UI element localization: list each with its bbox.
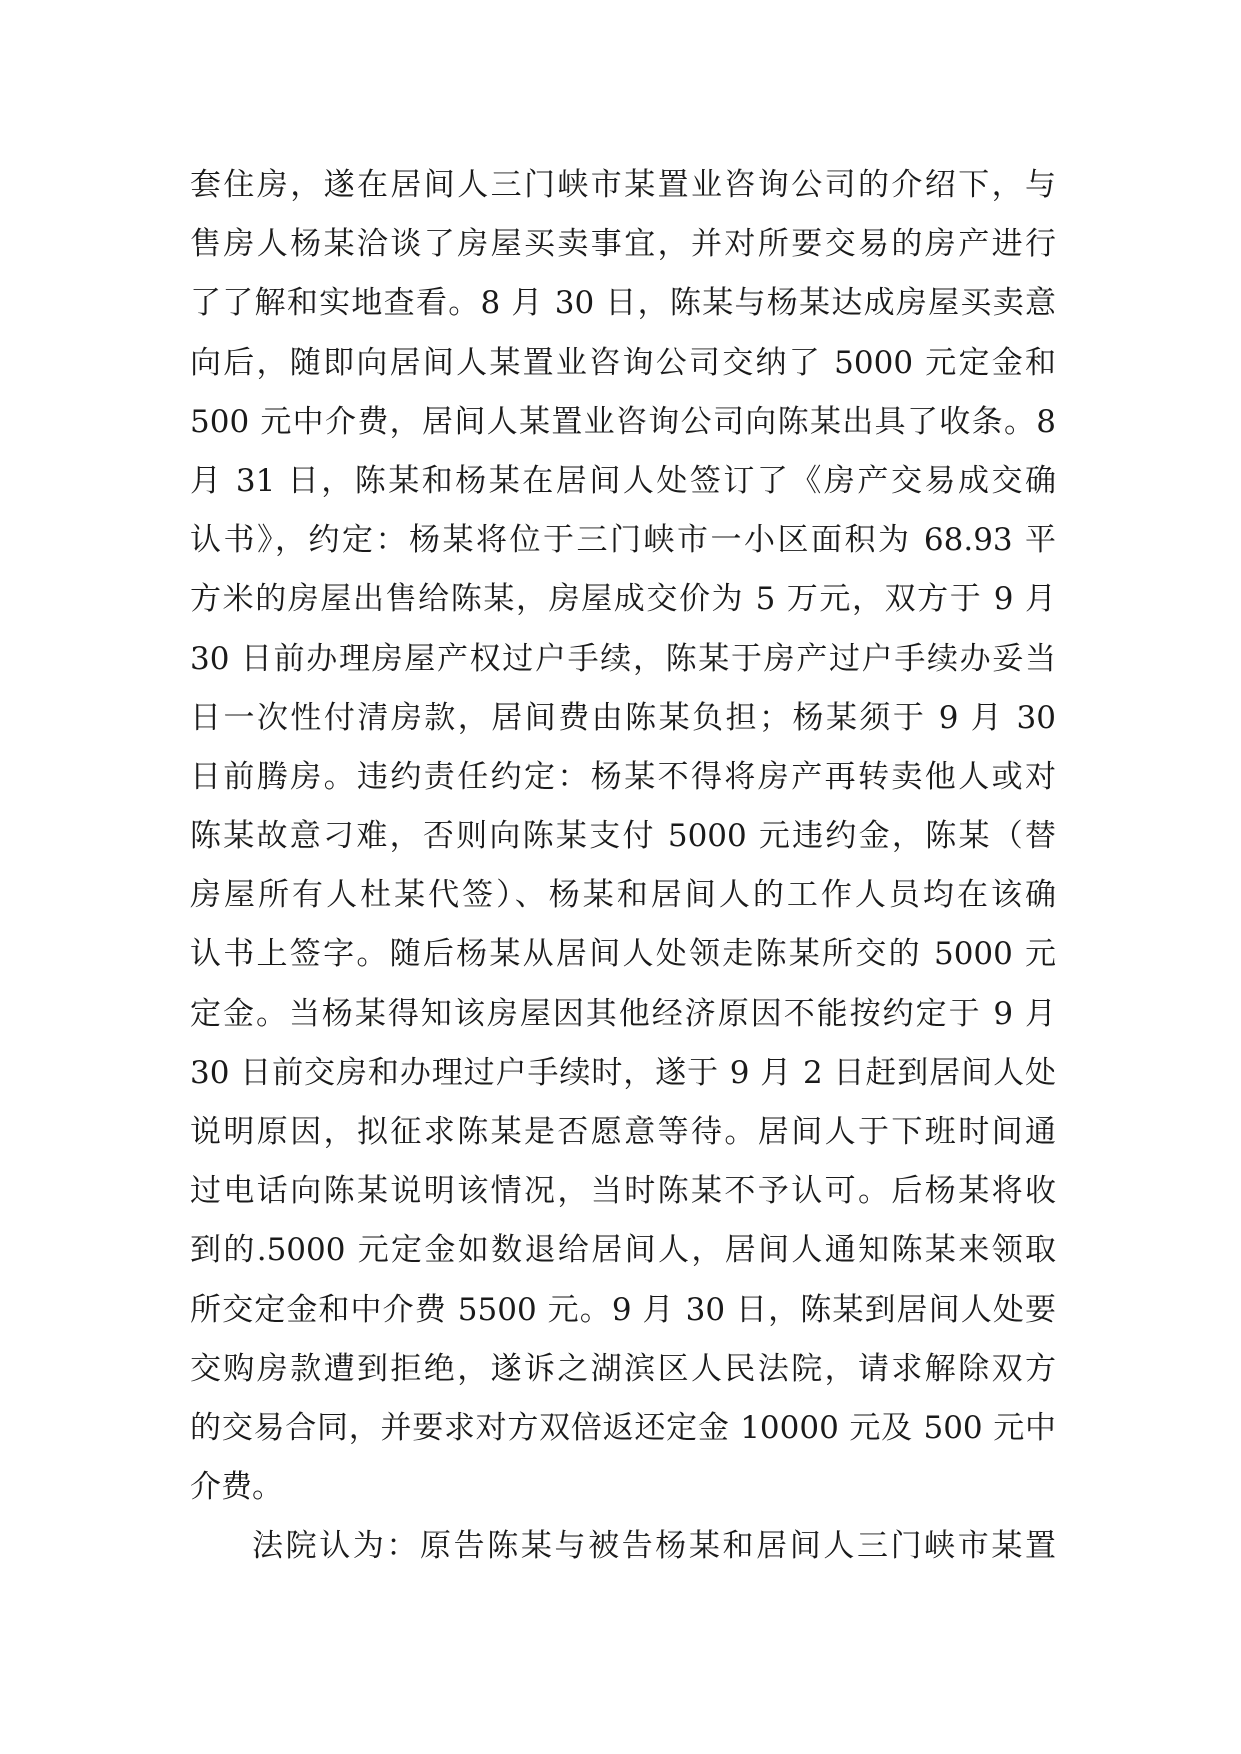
text-line: 日一次性付清房款，居间费由陈某负担；杨某须于 9 月 30 — [190, 699, 1056, 736]
text-line: 30 日前交房和办理过户手续时，遂于 9 月 2 日赶到居间人处 — [190, 1054, 1056, 1091]
text-line: 房屋所有人杜某代签）、杨某和居间人的工作人员均在该确 — [190, 877, 1056, 914]
text-line: 的交易合同，并要求对方双倍返还定金 10000 元及 500 元中 — [190, 1409, 1056, 1446]
text-line: 说明原因，拟征求陈某是否愿意等待。居间人于下班时间通 — [190, 1114, 1056, 1150]
text-line: 到的.5000 元定金如数退给居间人，居间人通知陈某来领取 — [190, 1232, 1056, 1269]
text-line: 介费。 — [190, 1469, 283, 1506]
text-line: 售房人杨某洽谈了房屋买卖事宜，并对所要交易的房产进行 — [190, 226, 1056, 263]
text-line: 500 元中介费，居间人某置业咨询公司向陈某出具了收条。8 — [190, 403, 1056, 440]
body-text — [190, 156, 1056, 1577]
text-line: 陈某故意刁难，否则向陈某支付 5000 元违约金，陈某（替 — [190, 818, 1056, 855]
text-line: 过电话向陈某说明该情况，当时陈某不予认可。后杨某将收 — [190, 1173, 1056, 1210]
text-line: 套住房，遂在居间人三门峡市某置业咨询公司的介绍下，与 — [190, 167, 1056, 203]
text-line: 所交定金和中介费 5500 元。9 月 30 日，陈某到居间人处要 — [190, 1291, 1056, 1328]
text-line: 月 31 日，陈某和杨某在居间人处签订了《房产交易成交确 — [190, 462, 1056, 499]
text-line: 交购房款遭到拒绝，遂诉之湖滨区人民法院，请求解除双方 — [190, 1350, 1056, 1387]
text-line: 了了解和实地查看。8 月 30 日，陈某与杨某达成房屋买卖意 — [190, 285, 1056, 322]
text-line: 认书》，约定：杨某将位于三门峡市一小区面积为 68.93 平 — [190, 522, 1056, 559]
text-line: 方米的房屋出售给陈某，房屋成交价为 5 万元，双方于 9 月 — [190, 581, 1056, 618]
text-line: 定金。当杨某得知该房屋因其他经济原因不能按约定于 9 月 — [190, 995, 1056, 1032]
text-line: 30 日前办理房屋产权过户手续，陈某于房产过户手续办妥当 — [190, 640, 1056, 677]
text-line: 认书上签字。随后杨某从居间人处领走陈某所交的 5000 元 — [190, 936, 1056, 973]
text-line: 日前腾房。违约责任约定：杨某不得将房产再转卖他人或对 — [190, 758, 1056, 795]
text-line: 向后，随即向居间人某置业咨询公司交纳了 5000 元定金和 — [190, 344, 1056, 381]
paragraph-start-line: 法院认为：原告陈某与被告杨某和居间人三门峡市某置 — [252, 1528, 1056, 1565]
